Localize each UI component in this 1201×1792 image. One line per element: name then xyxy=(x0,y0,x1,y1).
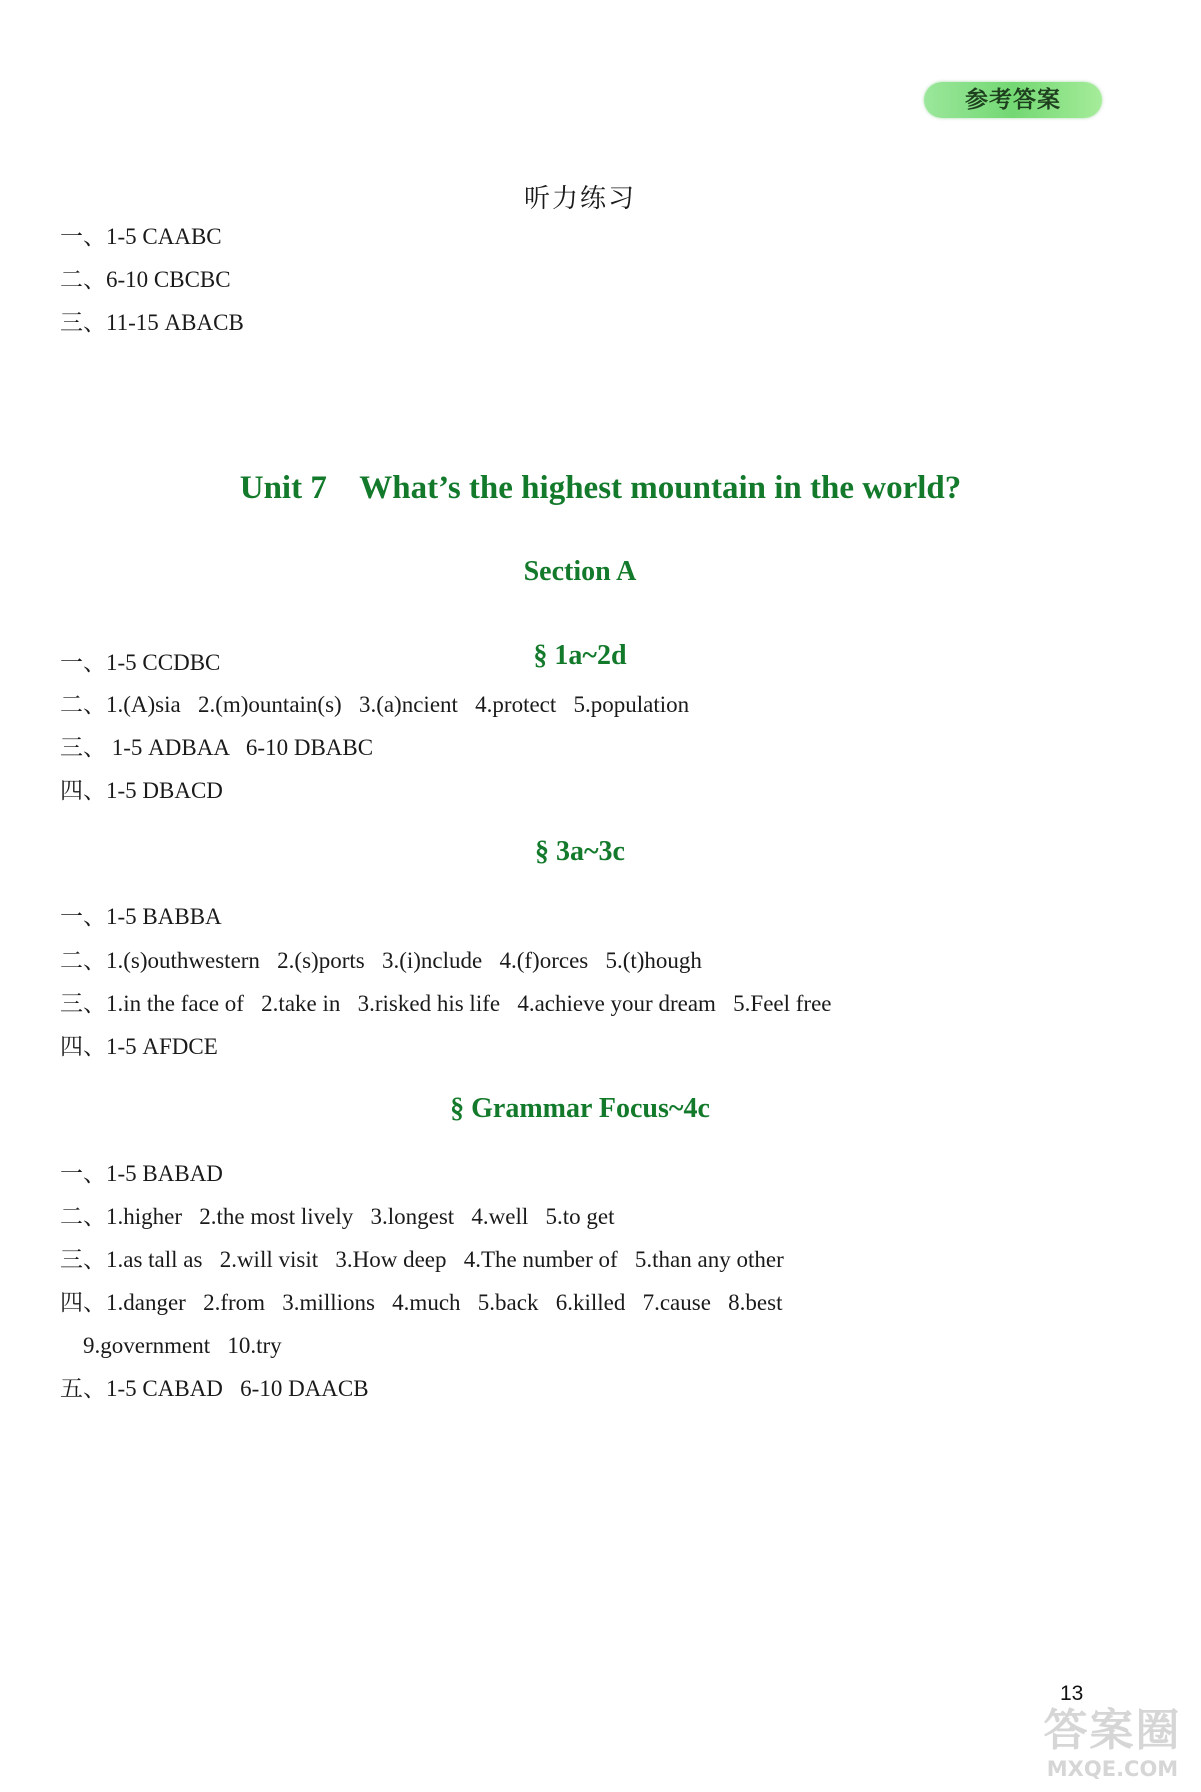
answer-line: 一、1-5 BABAD xyxy=(60,1161,223,1186)
answer-line: 二、1.(A)sia 2.(m)ountain(s) 3.(a)ncient 4.protect 5.population xyxy=(60,692,690,717)
unit-title: Unit 7 What’s the highest mountain in the world? xyxy=(239,470,962,506)
watermark-en: MXQE.COM xyxy=(1046,1757,1179,1781)
watermark-logo xyxy=(1030,1705,1195,1785)
part-heading: § 3a~3c xyxy=(535,836,625,867)
answer-line: 四、1-5 DBACD xyxy=(60,778,223,803)
answer-line: 一、1-5 BABBA xyxy=(60,904,222,929)
section-title: Section A xyxy=(523,556,637,587)
listening-practice-heading: 听力练习 xyxy=(523,184,636,214)
answer-line: 三、 1-5 ADBAA 6-10 DBABC xyxy=(60,735,374,760)
part-heading: § 1a~2d xyxy=(533,640,627,671)
part-heading: § Grammar Focus~4c xyxy=(450,1093,710,1124)
answer-line: 一、1-5 CAABC xyxy=(60,224,222,249)
answer-line: 二、1.higher 2.the most lively 3.longest 4.well 5.to get xyxy=(60,1204,615,1229)
answer-key-badge: 参考答案 xyxy=(924,82,1102,118)
answer-line: 四、1-5 AFDCE xyxy=(60,1034,218,1059)
answer-line: 五、1-5 CABAD 6-10 DAACB xyxy=(60,1376,369,1401)
answer-line: 三、1.in the face of 2.take in 3.risked his life 4.achieve your dream 5.Feel free xyxy=(60,991,832,1016)
answer-line: 一、1-5 CCDBC xyxy=(60,650,221,675)
answer-line: 二、1.(s)outhwestern 2.(s)ports 3.(i)nclude 4.(f)orces 5.(t)hough xyxy=(60,948,702,973)
answer-line: 四、1.danger 2.from 3.millions 4.much 5.back 6.killed 7.cause 8.best xyxy=(60,1290,783,1315)
page-number: 13 xyxy=(1060,1682,1084,1705)
answer-line: 9.government 10.try xyxy=(60,1333,282,1358)
answer-line: 三、11-15 ABACB xyxy=(60,310,244,335)
answer-line: 二、6-10 CBCBC xyxy=(60,267,231,292)
answer-line: 三、1.as tall as 2.will visit 3.How deep 4.The number of 5.than any other xyxy=(60,1247,784,1272)
watermark-cn: 答案圈 xyxy=(1043,1705,1182,1756)
